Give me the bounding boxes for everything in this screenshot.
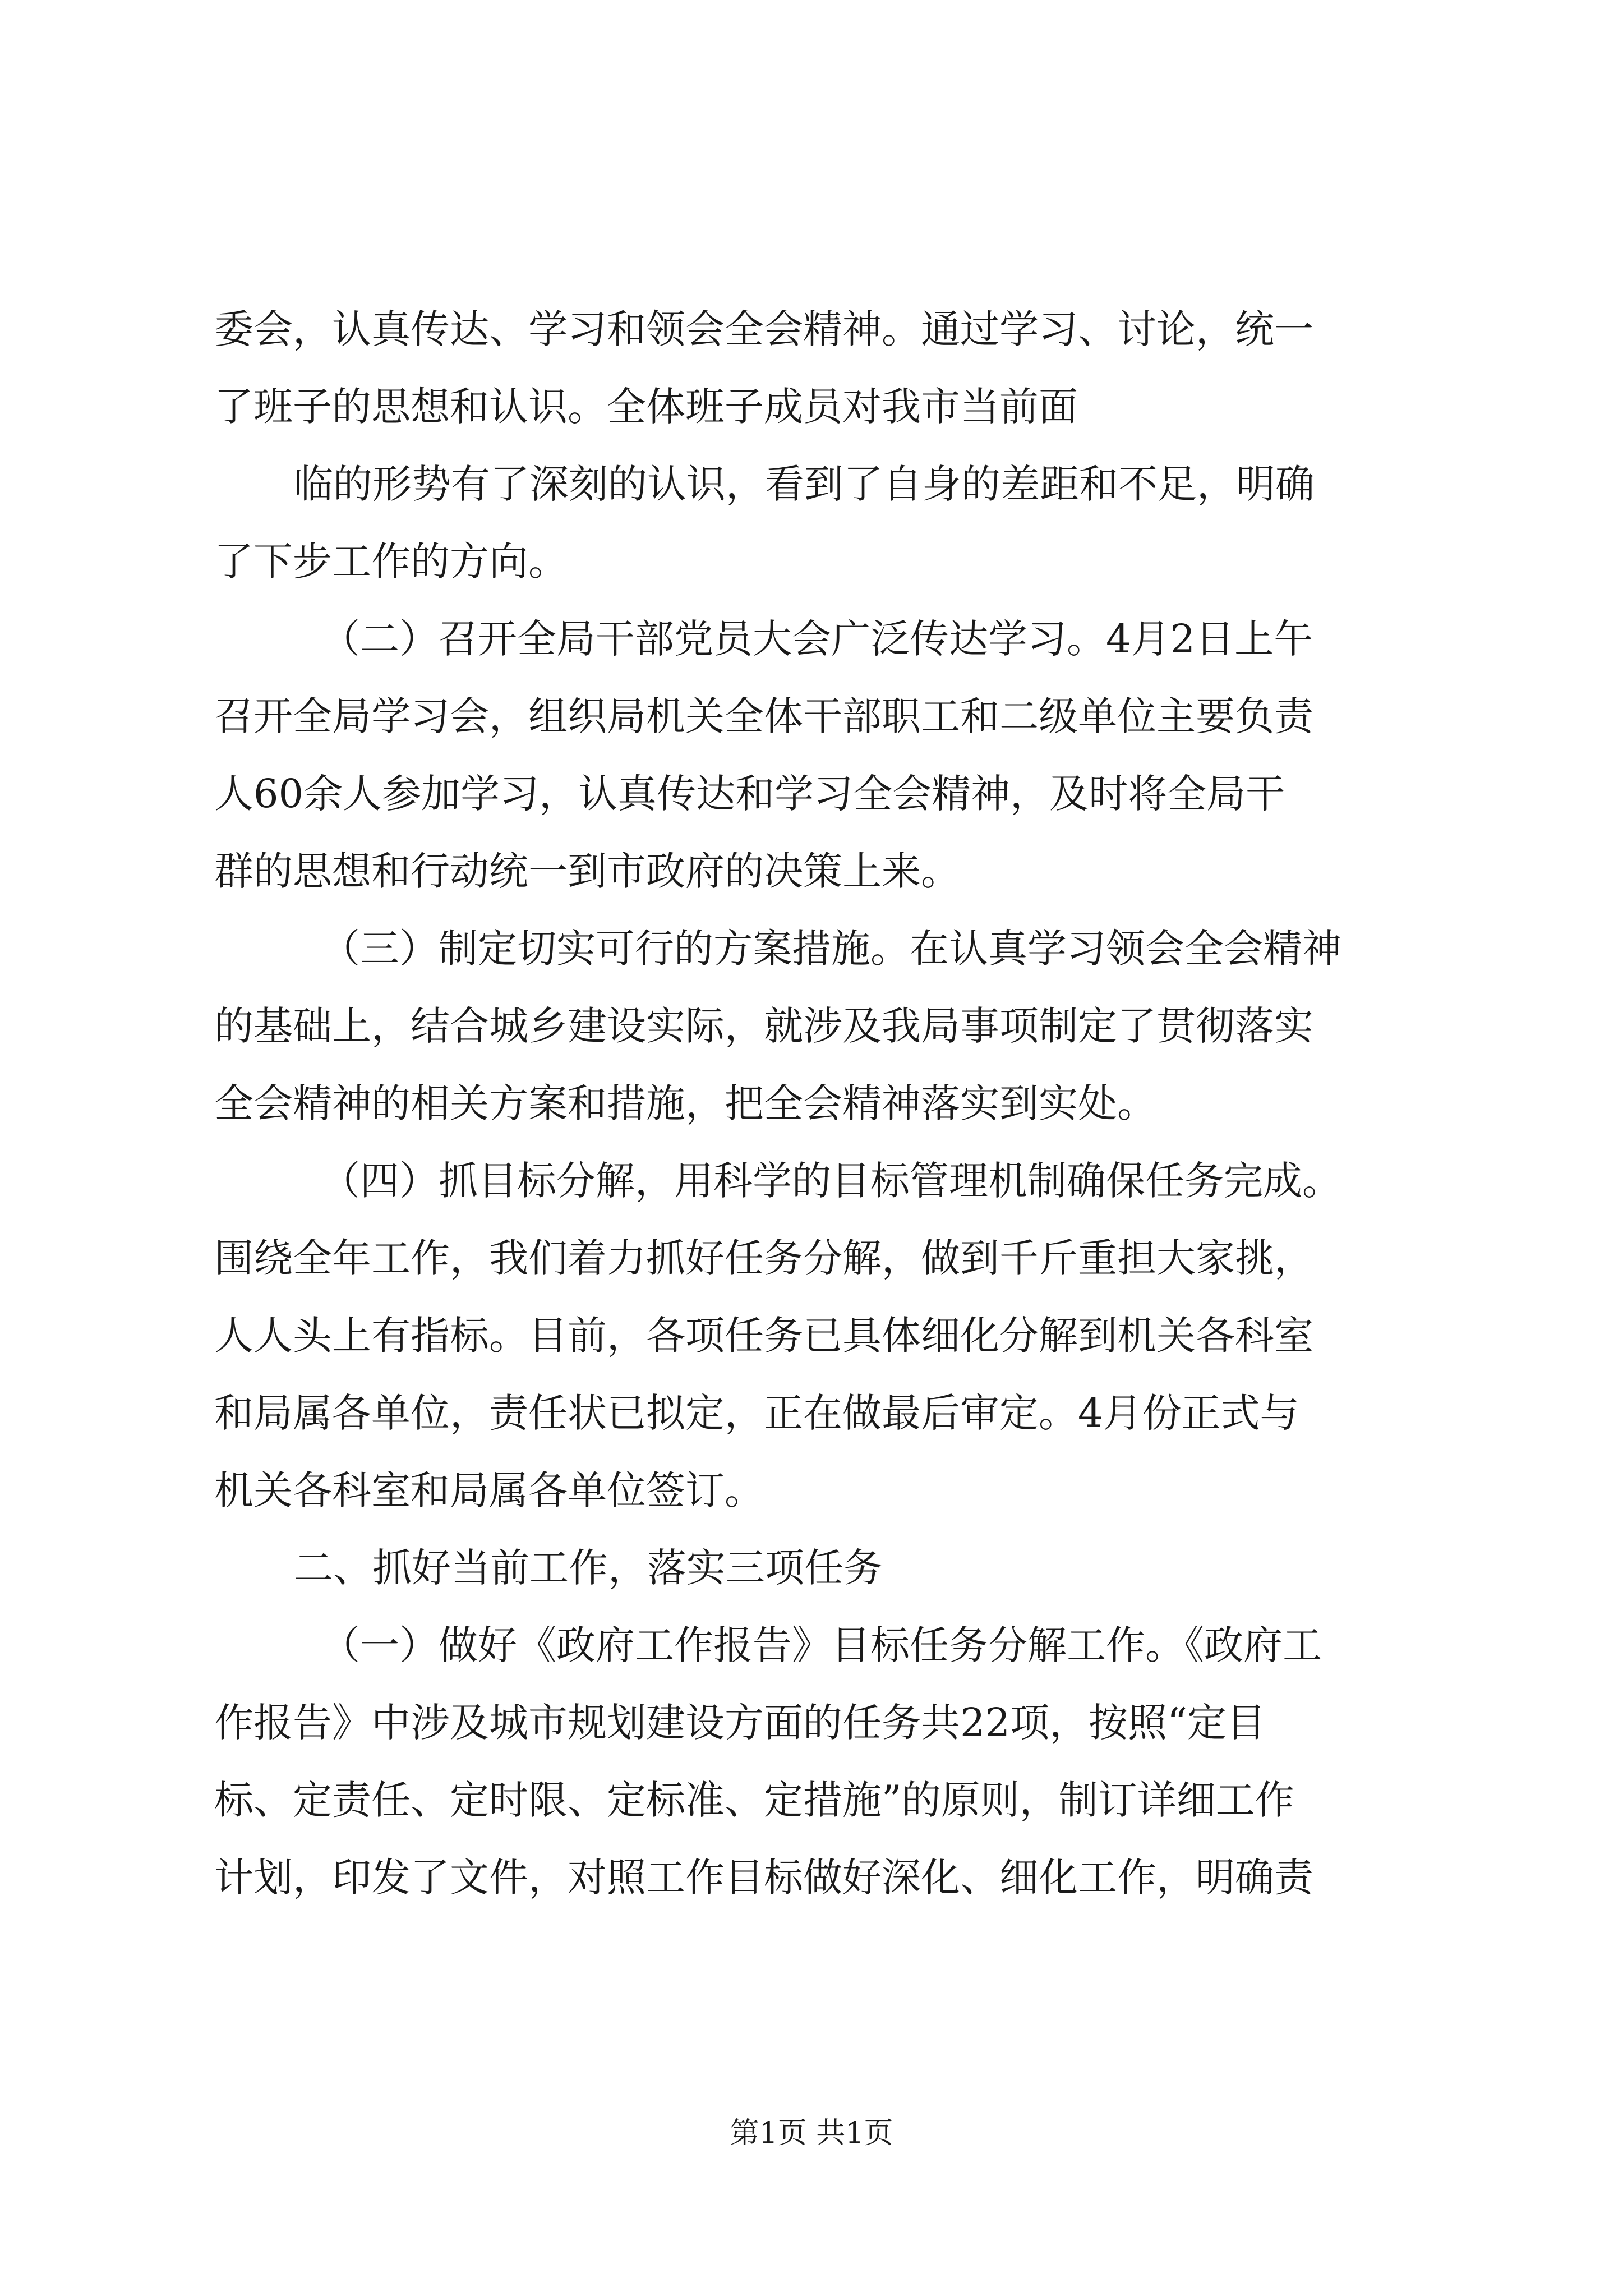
text-line: 人人头上有指标。目前，各项任务已具体细化分解到机关各科室 [214, 1313, 1313, 1359]
text-line: 计划，印发了文件，对照工作目标做好深化、细化工作，明确责 [214, 1855, 1313, 1901]
text-line: 标、定责任、定时限、定标准、定措施”的原则，制订详细工作 [214, 1777, 1294, 1823]
text-line: （一）做好《政府工作报告》目标任务分解工作。《政府工 [321, 1622, 1322, 1668]
text-line: 机关各科室和局属各单位签订。 [214, 1467, 764, 1513]
text-line: 委会，认真传达、学习和领会全会精神。通过学习、讨论，统一 [214, 306, 1313, 352]
text-line: 了班子的思想和认识。全体班子成员对我市当前面 [214, 384, 1078, 430]
text-line: 人60余人参加学习，认真传达和学习全会精神，及时将全局干 [214, 771, 1285, 817]
text-line: 了下步工作的方向。 [214, 539, 568, 585]
page-footer: 第1页 共1页 [730, 2116, 893, 2150]
text-line: （二）召开全局干部党员大会广泛传达学习。4月2日上午 [321, 616, 1313, 662]
text-line: 全会精神的相关方案和措施，把全会精神落实到实处。 [214, 1080, 1156, 1126]
text-line: 作报告》中涉及城市规划建设方面的任务共22项，按照“定目 [214, 1700, 1266, 1746]
text-line: 的基础上，结合城乡建设实际，就涉及我局事项制定了贯彻落实 [214, 1003, 1313, 1049]
text-line: 和局属各单位，责任状已拟定，正在做最后审定。4月份正式与 [214, 1390, 1299, 1436]
text-line: 二、抓好当前工作，落实三项任务 [294, 1545, 883, 1591]
text-line: 围绕全年工作，我们着力抓好任务分解，做到千斤重担大家挑， [214, 1235, 1313, 1281]
text-line: （四）抓目标分解，用科学的目标管理机制确保任务完成。 [321, 1158, 1341, 1204]
text-line: 临的形势有了深刻的认识，看到了自身的差距和不足，明确 [294, 461, 1315, 507]
text-line: 群的思想和行动统一到市政府的决策上来。 [214, 848, 960, 894]
document-body [214, 291, 1414, 1916]
text-line: （三）制定切实可行的方案措施。在认真学习领会全会精神 [321, 926, 1341, 972]
text-line: 召开全局学习会，组织局机关全体干部职工和二级单位主要负责 [214, 693, 1313, 739]
